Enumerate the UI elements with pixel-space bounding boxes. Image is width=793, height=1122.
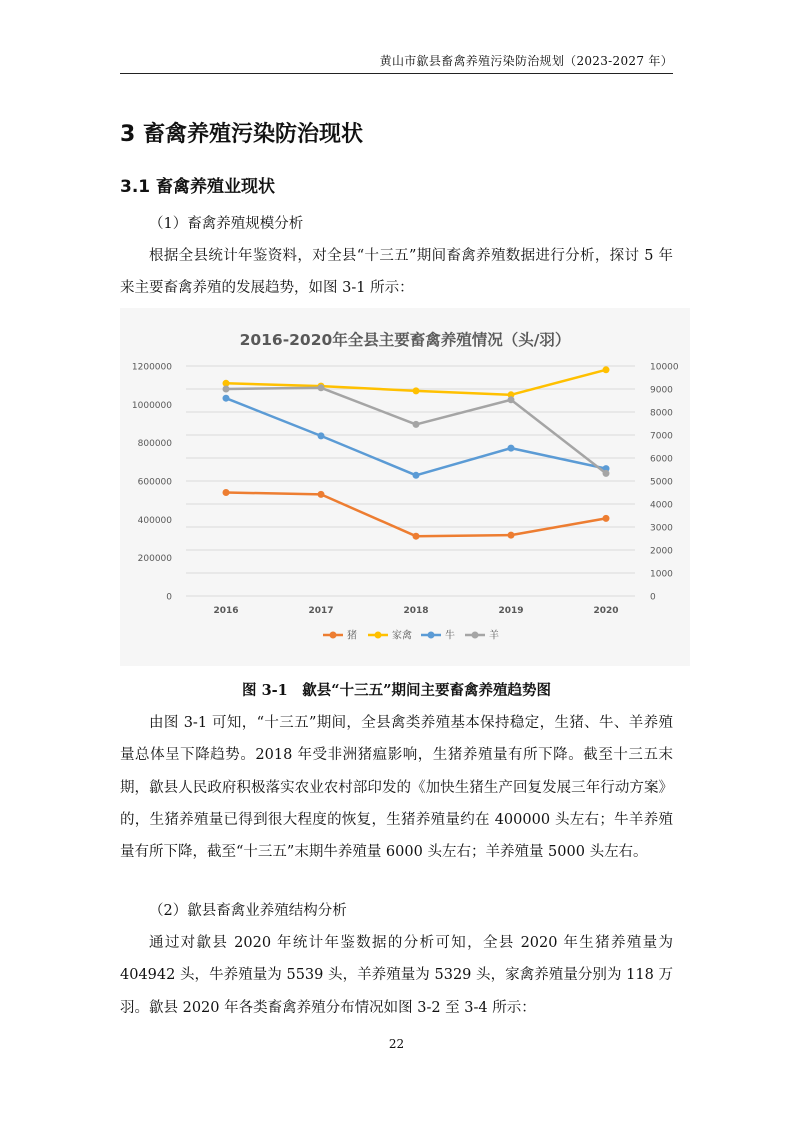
data-point [413, 533, 420, 540]
line-chart [120, 308, 690, 666]
series-line [226, 493, 606, 537]
data-point [508, 445, 515, 452]
series-line [226, 398, 606, 475]
data-point [603, 515, 610, 522]
data-point [413, 472, 420, 479]
x-tick-label: 2016 [213, 606, 239, 616]
data-point [318, 384, 325, 391]
y-left-tick-label: 600000 [137, 477, 172, 488]
y-left-tick-label: 0 [166, 592, 172, 603]
legend-label: 猪 [347, 630, 357, 642]
figure-caption: 图 3-1 歙县“十三五”期间主要畜禽养殖趋势图 [242, 682, 551, 699]
analysis-paragraph: 由图 3-1 可知，“十三五”期间，全县禽类养殖基本保持稳定，生猪、牛、羊养殖量总体呈下降趋势。2018 年受非洲猪瘟影响，生猪养殖量有所下降。截至十三五末期，歙县人民政府积极落实农业农村部印发的《加快生猪生产回复发展三年行动方案》的，生猪养殖量已得到很大程度的恢复，生猪养殖量约在 400000 头左右；牛羊养殖量有所下降，截至“十三五”末期牛养殖量 6000 头左右；羊养殖量 5000 头左右。 [120, 715, 673, 861]
subsection-title: 3.1 畜禽养殖业现状 [120, 177, 276, 197]
page-number: 22 [388, 1037, 405, 1051]
item2-paragraph: 通过对歙县 2020 年统计年鉴数据的分析可知，全县 2020 年生猪养殖量为 404942 头，牛养殖量为 5539 头，羊养殖量为 5329 头，家禽养殖量分别为 118 万羽。歙县 2020 年各类畜禽养殖分布情况如图 3-2 至 3-4 所示： [120, 935, 673, 1016]
legend-marker [330, 632, 337, 639]
y-right-tick-label: 3000 [650, 523, 673, 534]
chart-figure [120, 308, 690, 666]
data-point [603, 470, 610, 477]
legend-label: 家禽 [392, 630, 412, 642]
item1-paragraph: 根据全县统计年鉴资料，对全县“十三五”期间畜禽养殖数据进行分析，探讨 5 年来主要畜禽养殖的发展趋势，如图 3-1 所示： [120, 248, 673, 297]
legend-marker [375, 632, 382, 639]
x-tick-label: 2020 [593, 606, 619, 616]
y-right-tick-label: 5000 [650, 477, 673, 488]
y-right-tick-label: 2000 [650, 546, 673, 557]
y-right-tick-label: 7000 [650, 431, 673, 442]
y-right-tick-label: 8000 [650, 408, 673, 419]
running-header: 黄山市歙县畜禽养殖污染防治规划（2023-2027 年） [379, 54, 673, 68]
y-right-tick-label: 6000 [650, 454, 673, 465]
item2-heading: （2）歙县畜禽业养殖结构分析 [149, 903, 347, 919]
y-right-tick-label: 4000 [650, 500, 673, 511]
y-left-tick-label: 400000 [137, 515, 172, 526]
section-title: 3 畜禽养殖污染防治现状 [120, 122, 363, 147]
y-left-tick-label: 200000 [137, 554, 172, 565]
x-tick-label: 2018 [403, 606, 429, 616]
legend-marker [472, 632, 479, 639]
data-point [413, 387, 420, 394]
data-point [508, 532, 515, 539]
y-right-tick-label: 1000 [650, 569, 673, 580]
y-left-tick-label: 800000 [137, 439, 172, 450]
legend-label: 羊 [489, 630, 499, 642]
y-right-tick-label: 10000 [650, 362, 679, 373]
data-point [223, 489, 230, 496]
data-point [223, 395, 230, 402]
data-point [603, 366, 610, 373]
x-tick-label: 2019 [498, 606, 524, 616]
data-point [318, 432, 325, 439]
x-tick-label: 2017 [308, 606, 334, 616]
y-left-tick-label: 1200000 [131, 362, 172, 373]
header-rule [120, 73, 673, 74]
legend-label: 牛 [445, 630, 455, 642]
item1-heading: （1）畜禽养殖规模分析 [149, 216, 304, 232]
y-right-tick-label: 9000 [650, 385, 673, 396]
data-point [318, 491, 325, 498]
y-right-tick-label: 0 [650, 592, 656, 603]
data-point [223, 386, 230, 393]
y-left-tick-label: 1000000 [131, 400, 172, 411]
data-point [413, 421, 420, 428]
series-line [226, 388, 606, 474]
legend-marker [428, 632, 435, 639]
chart-title: 2016-2020年全县主要畜禽养殖情况（头/羽） [239, 331, 571, 349]
data-point [508, 396, 515, 403]
